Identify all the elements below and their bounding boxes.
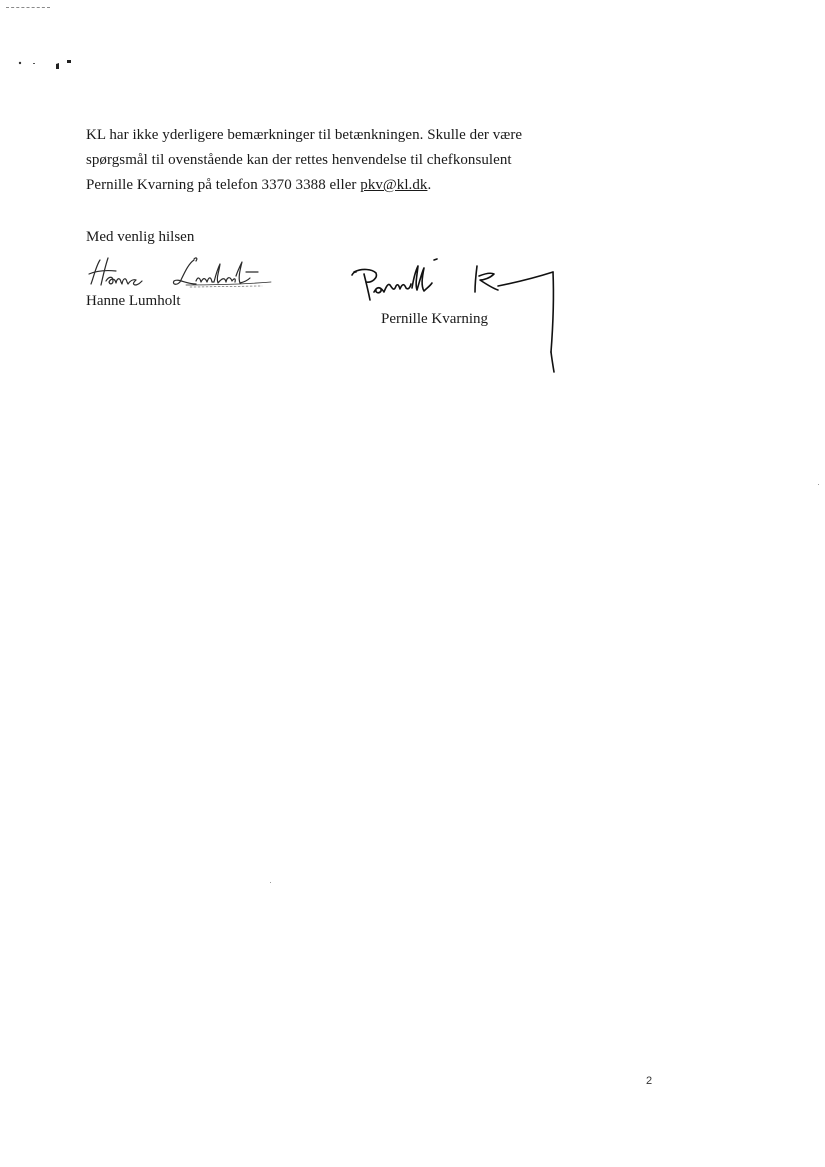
scan-artifact-dot [270, 882, 271, 883]
scan-artifact-specks [16, 56, 86, 76]
contact-line [86, 173, 606, 198]
contact-line-suffix: . [427, 177, 432, 193]
signatory-name: Hanne Lumholt [86, 293, 181, 309]
contact-line-prefix: Pernille Kvarning på telefon 3370 3388 eller [86, 177, 361, 193]
email-link[interactable]: pkv@kl.dk [360, 177, 428, 193]
scan-artifact-line [6, 7, 50, 8]
signature-hanne-lumholt [86, 254, 276, 292]
page-number: 2 [646, 1075, 653, 1087]
letter-body [86, 123, 606, 198]
scan-artifact-dot [818, 484, 819, 485]
closing-salutation: Med venlig hilsen [86, 229, 195, 245]
body-line: KL har ikke yderligere bemærkninger til betænkningen. Skulle der være [86, 127, 523, 143]
body-line: spørgsmål til ovenstående kan der rettes henvendelse til chefkonsulent [86, 152, 512, 168]
signatory-name: Pernille Kvarning [381, 311, 489, 327]
